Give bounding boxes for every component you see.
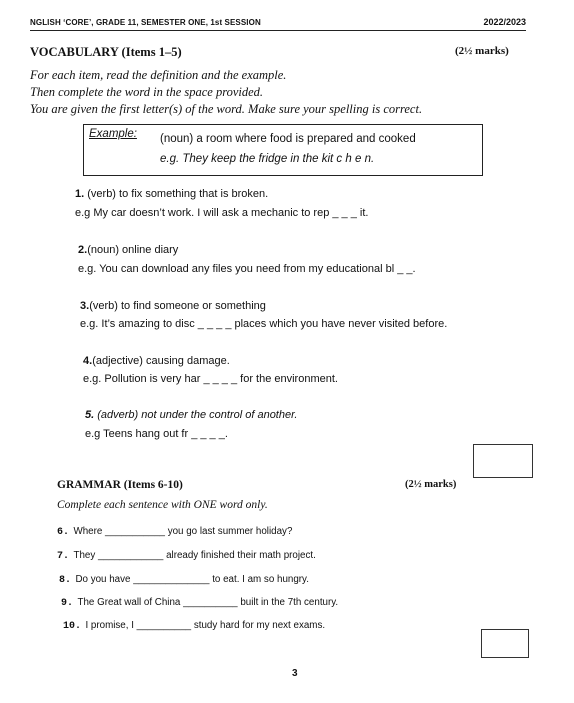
- vocabulary-score-box[interactable]: [473, 444, 533, 478]
- example-box: [83, 124, 483, 176]
- grammar-item-number: 7.: [57, 551, 70, 562]
- grammar-item-9: [61, 592, 338, 610]
- header-year: 2022/2023: [483, 17, 526, 27]
- vocab-item-4-example: e.g. Pollution is very har _ _ _ _ for the environment.: [83, 373, 338, 385]
- vocabulary-section-title: VOCABULARY (Items 1–5): [30, 45, 182, 59]
- grammar-marks: (2½ marks): [405, 479, 457, 490]
- grammar-item-number: 10.: [63, 621, 82, 632]
- vocabulary-instruction-1: For each item, read the definition and the example.: [30, 68, 287, 82]
- vocab-item-number: 3.: [80, 300, 90, 312]
- grammar-section-title: GRAMMAR (Items 6-10): [57, 479, 183, 491]
- vocabulary-marks: (2½ marks): [455, 45, 509, 57]
- vocab-item-3: [80, 300, 266, 312]
- grammar-item-text: I promise, I __________ study hard for my next exams.: [85, 620, 326, 631]
- header-divider: [30, 30, 526, 31]
- vocab-item-1-example: e.g My car doesn’t work. I will ask a mechanic to rep _ _ _ it.: [75, 207, 369, 219]
- grammar-score-box[interactable]: [481, 629, 529, 658]
- vocab-item-3-example: e.g. It’s amazing to disc _ _ _ _ places which you have never visited before.: [80, 318, 448, 330]
- grammar-item-8: [59, 569, 309, 587]
- grammar-item-10: [63, 615, 325, 633]
- vocab-item-2: [78, 244, 178, 256]
- vocab-item-definition: (noun) online diary: [87, 244, 179, 256]
- grammar-item-text: Do you have ______________ to eat. I am so hungry.: [75, 574, 309, 585]
- vocab-item-definition: (verb) to fix something that is broken.: [87, 188, 269, 200]
- vocab-item-5: [85, 409, 297, 421]
- vocab-item-definition: (adjective) causing damage.: [92, 355, 230, 367]
- vocab-item-5-example: e.g Teens hang out fr _ _ _ _.: [85, 428, 228, 440]
- vocabulary-instruction-2: Then complete the word in the space provided.: [30, 85, 264, 99]
- page-number: 3: [292, 668, 298, 679]
- grammar-item-number: 8.: [59, 575, 72, 586]
- vocab-item-number: 1.: [75, 188, 85, 200]
- grammar-item-text: They ____________ already finished their math project.: [73, 550, 316, 561]
- grammar-item-text: Where ___________ you go last summer holiday?: [73, 526, 293, 537]
- example-label: Example:: [89, 128, 137, 140]
- grammar-item-number: 9.: [61, 598, 74, 609]
- grammar-item-number: 6.: [57, 527, 70, 538]
- grammar-item-6: [57, 521, 292, 539]
- vocab-item-definition: (verb) to find someone or something: [89, 300, 266, 312]
- header-course-title: NGLISH ‘CORE’, GRADE 11, SEMESTER ONE, 1st SESSION: [30, 18, 261, 27]
- grammar-item-text: The Great wall of China __________ built in the 7th century.: [77, 597, 339, 608]
- vocab-item-number: 2.: [78, 244, 88, 256]
- vocab-item-2-example: e.g. You can download any files you need from my educational bl _ _.: [78, 263, 416, 275]
- vocab-item-definition: (adverb) not under the control of another.: [97, 409, 298, 421]
- grammar-instruction: Complete each sentence with ONE word only.: [57, 499, 268, 511]
- grammar-item-7: [57, 545, 316, 563]
- vocab-item-number: 5.: [85, 409, 95, 421]
- example-usage: e.g. They keep the fridge in the kit c h e n.: [160, 153, 375, 165]
- vocabulary-instruction-3: You are given the first letter(s) of the word. Make sure your spelling is correct.: [30, 102, 423, 116]
- vocab-item-number: 4.: [83, 355, 93, 367]
- vocab-item-4: [83, 355, 230, 367]
- vocab-item-1: [75, 188, 268, 200]
- example-definition: (noun) a room where food is prepared and cooked: [160, 133, 416, 145]
